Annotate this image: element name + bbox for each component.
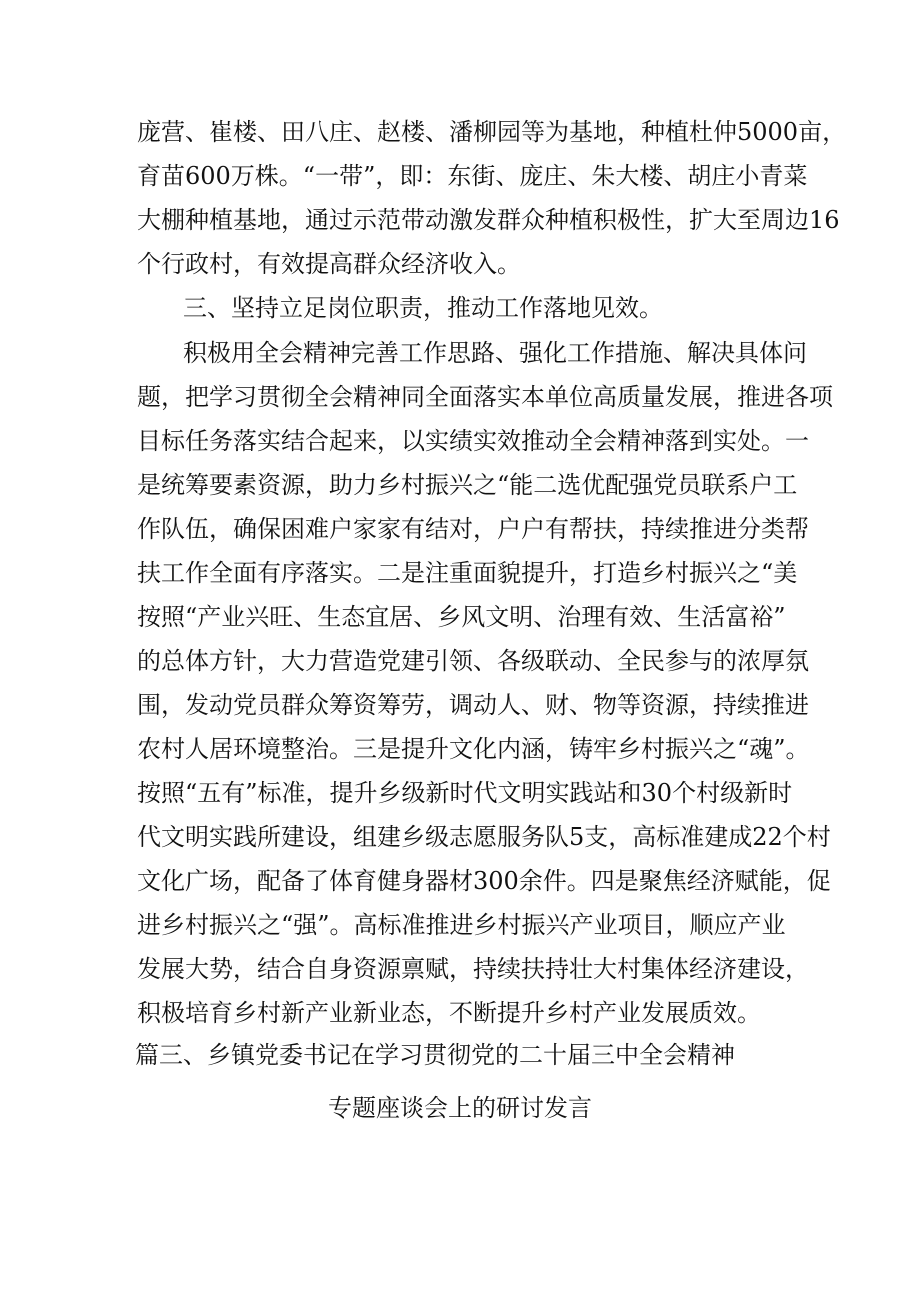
- paragraph-line: 目标任务落实结合起来，以实绩实效推动全会精神落到实处。一: [137, 427, 809, 455]
- section-heading: 三、坚持立足岗位职责，推动工作落地见效。: [183, 294, 663, 322]
- paragraph-line: 积极培育乡村新产业新业态，不断提升乡村产业发展质效。: [137, 999, 761, 1027]
- paragraph-line: 是统筹要素资源，助力乡村振兴之“能二选优配强党员联系户工: [137, 471, 798, 499]
- article-title-line-1: 篇三、乡镇党委书记在学习贯彻党的二十届三中全会精神: [135, 1041, 735, 1069]
- paragraph-line: 发展大势，结合自身资源禀赋，持续扶持壮大村集体经济建设，: [137, 955, 809, 983]
- paragraph-line: 扶工作全面有序落实。二是注重面貌提升，打造乡村振兴之“美: [137, 559, 798, 587]
- paragraph-line: 的总体方针，大力营造党建引领、各级联动、全民参与的浓厚氛: [137, 647, 809, 675]
- paragraph-line: 作队伍，确保困难户家家有结对，户户有帮扶，持续推进分类帮: [137, 515, 809, 543]
- paragraph-line: 庞营、崔楼、田八庄、赵楼、潘柳园等为基地，种植杜仲5000亩，: [137, 118, 847, 146]
- paragraph-line: 个行政村，有效提高群众经济收入。: [137, 250, 521, 278]
- paragraph-line: 积极用全会精神完善工作思路、强化工作措施、解决具体问: [183, 339, 807, 367]
- paragraph-line: 进乡村振兴之“强”。高标准推进乡村振兴产业项目，顺应产业: [137, 911, 786, 939]
- paragraph-line: 代文明实践所建设，组建乡级志愿服务队5支，高标准建成22个村: [137, 823, 831, 851]
- paragraph-line: 按照“产业兴旺、生态宜居、乡风文明、治理有效、生活富裕”: [137, 603, 786, 631]
- paragraph-line: 题，把学习贯彻全会精神同全面落实本单位高质量发展，推进各项: [137, 383, 833, 411]
- paragraph-line: 按照“五有”标准，提升乡级新时代文明实践站和30个村级新时: [137, 779, 793, 807]
- paragraph-line: 文化广场，配备了体育健身器材300余件。四是聚焦经济赋能，促: [137, 867, 831, 895]
- article-title-line-2: 专题座谈会上的研讨发言: [328, 1094, 592, 1122]
- paragraph-line: 围，发动党员群众筹资筹劳，调动人、财、物等资源，持续推进: [137, 691, 809, 719]
- paragraph-line: 农村人居环境整治。三是提升文化内涵，铸牢乡村振兴之“魂”。: [137, 735, 810, 763]
- paragraph-line: 大棚种植基地，通过示范带动激发群众种植积极性，扩大至周边16: [137, 206, 840, 234]
- paragraph-line: 育苗600万株。“一带”，即：东街、庞庄、朱大楼、胡庄小青菜: [137, 162, 808, 190]
